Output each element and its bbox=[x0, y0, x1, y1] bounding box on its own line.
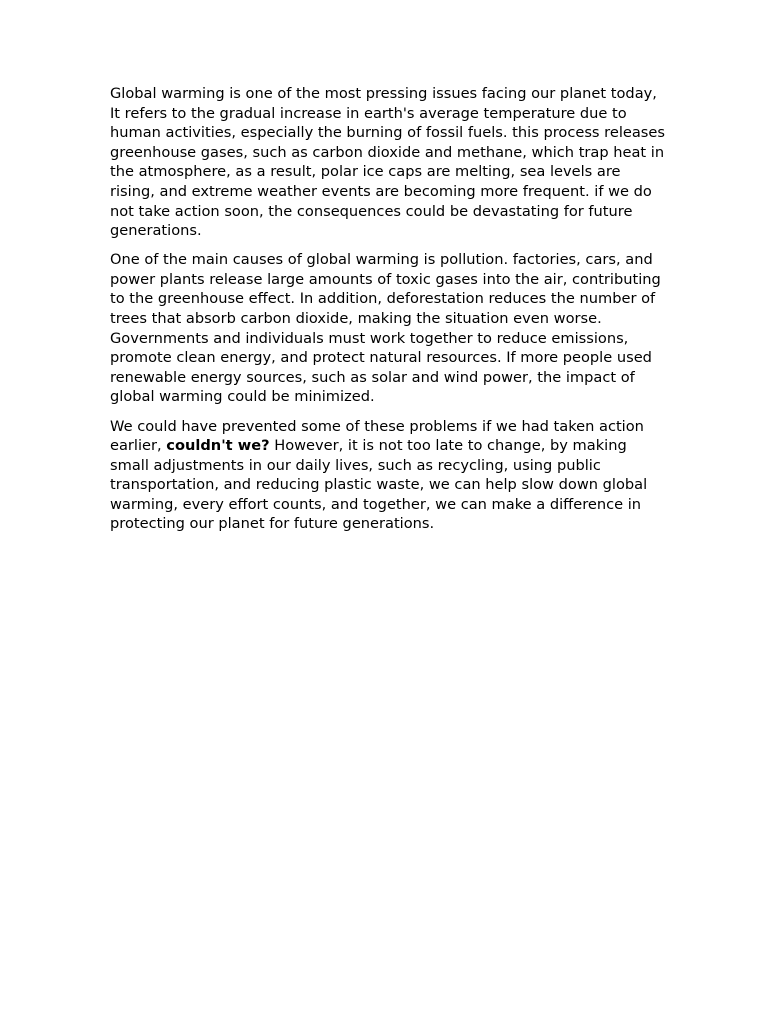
paragraph-3 bbox=[110, 417, 670, 535]
paragraph-1: Global warming is one of the most pressing issues facing our planet today, It refers to the gradual increase in earth's average temperature due to human activities, especially the burning of fossil fuels. this process releases greenhouse gases, such as carbon dioxide and methane, which trap heat in the atmosphere, as a result, polar ice caps are melting, sea levels are rising, and extreme weather events are becoming more frequent. if we do not take action soon, the consequences could be devastating for future generations. bbox=[110, 85, 665, 240]
paragraph-2: One of the main causes of global warming is pollution. factories, cars, and power plants release large amounts of toxic gases into the air, contributing to the greenhouse effect. In addition, deforestation reduces the number of trees that absorb carbon dioxide, making the situation even worse. Governments and individuals must work together to reduce emissions, promote clean energy, and protect natural resources. If more people used renewable energy sources, such as solar and wind power, the impact of global warming could be minimized. bbox=[110, 251, 661, 406]
paragraph-3-text-end: However, it is not too late to change, by making small adjustments in our daily lives, such as recycling, using public transportation, and reducing plastic waste, we can help slow down global warming, every effort counts, and together, we can make a difference in protecting our planet for future generations. bbox=[110, 437, 648, 533]
paragraph-3-text-start: We could have prevented some of these problems if we had taken action earlier, bbox=[110, 417, 644, 455]
paragraph-3-bold-question: couldn't we? bbox=[166, 437, 270, 455]
